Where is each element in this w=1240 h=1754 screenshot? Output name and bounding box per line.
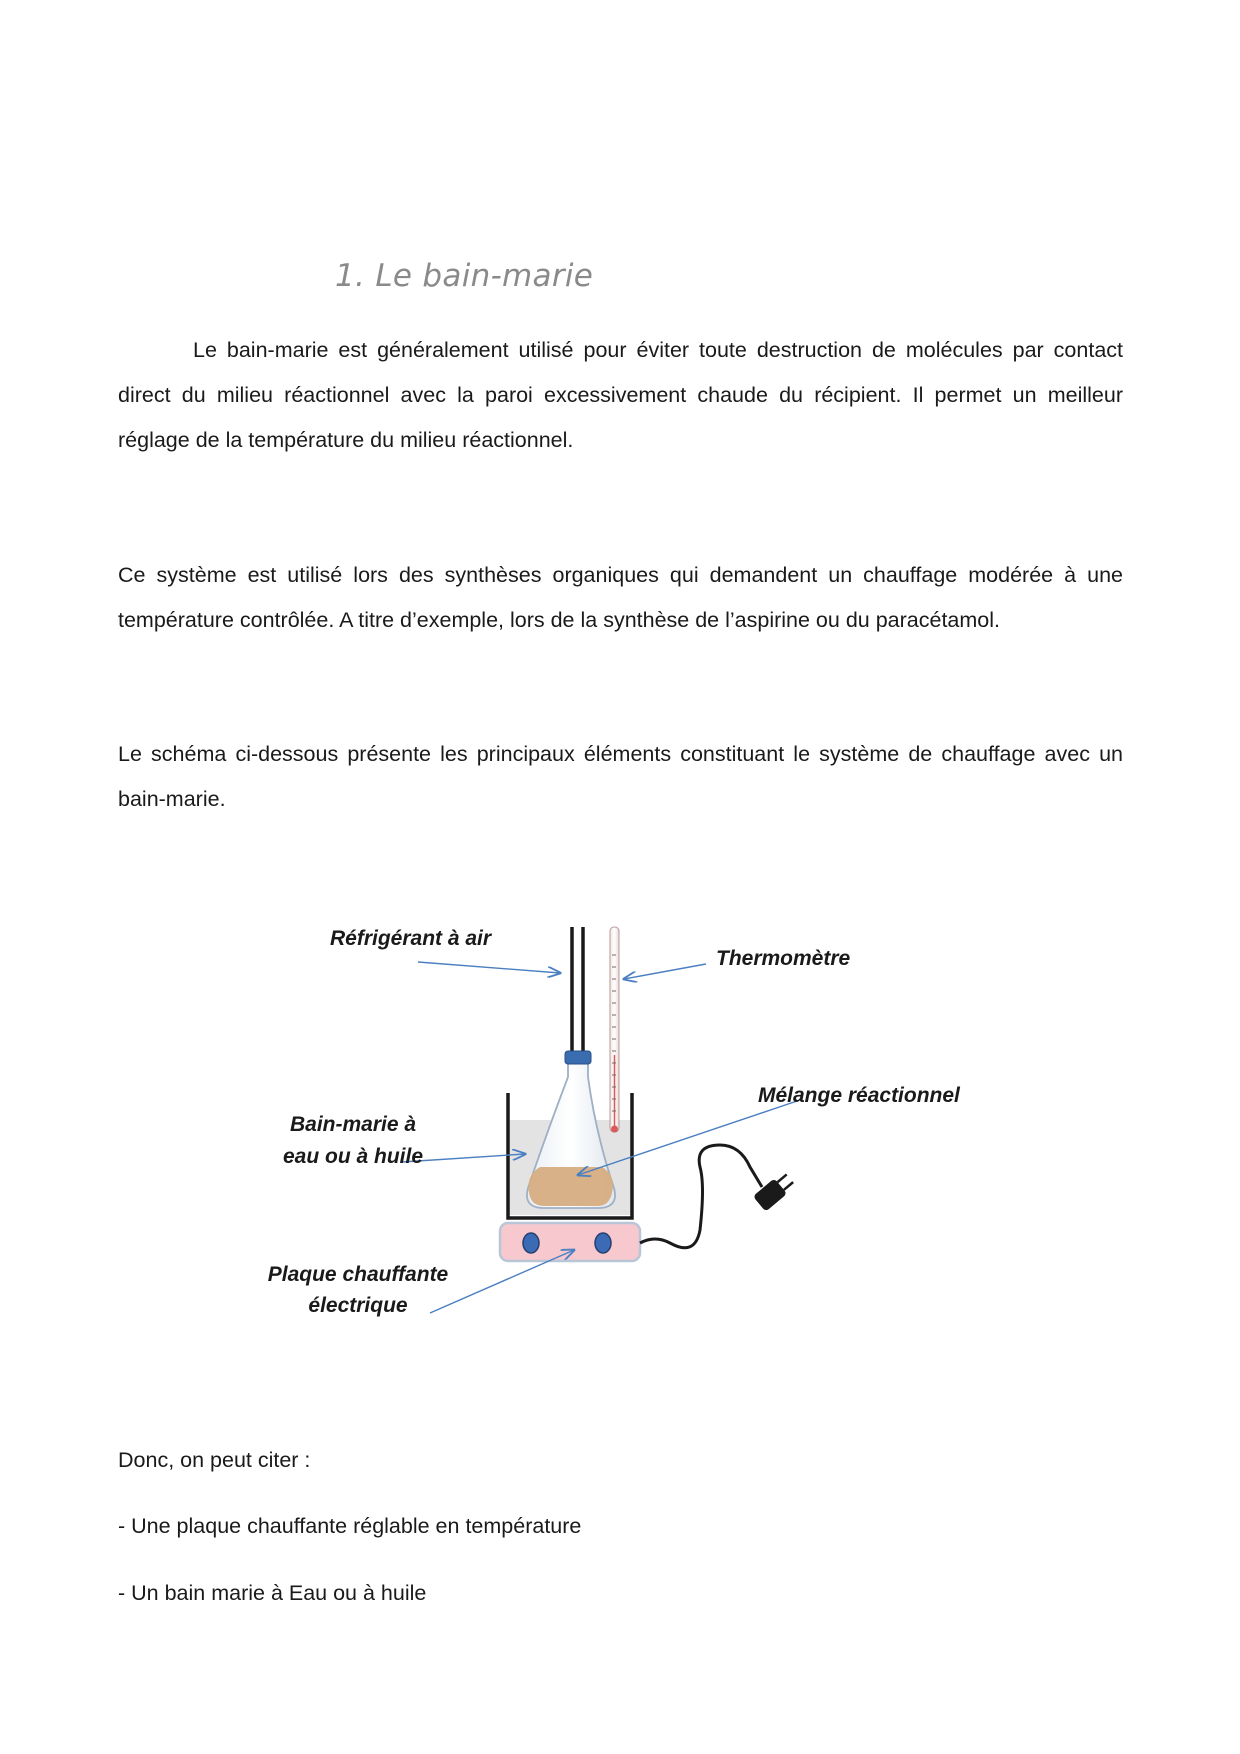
flask-cap (565, 1051, 591, 1064)
power-cable (640, 1145, 762, 1248)
thermometer-bulb (611, 1126, 618, 1133)
bain-marie-diagram (250, 905, 1010, 1345)
plate-knob-left (523, 1233, 539, 1253)
label-melange: Mélange réactionnel (758, 1084, 960, 1107)
label-refrigerant: Réfrigérant à air (330, 927, 492, 950)
paragraph-usage: Ce système est utilisé lors des synthèses organiques qui demandent un chauffage modérée à une température contrôlée. A titre d’exemple, lors de la synthèse de l’aspirine ou du paracétamol. (118, 563, 1123, 632)
conclusion-intro: Donc, on peut citer : (118, 1448, 311, 1472)
heating-plate (500, 1223, 640, 1261)
label-thermometre: Thermomètre (716, 947, 851, 970)
arrow-refrigerant (418, 962, 560, 973)
list-item: - Un bain marie à Eau ou à huile (118, 1581, 427, 1605)
power-plug (753, 1171, 796, 1212)
reaction-mixture (528, 1167, 612, 1206)
paragraph-intro: Le bain-marie est généralement utilisé pour éviter toute destruction de molécules par contact direct du milieu réactionnel avec la paroi excessivement chaude du récipient. Il permet un meilleur réglage de la température du milieu réactionnel. (118, 338, 1123, 452)
label-bain-line2: eau ou à huile (282, 1145, 424, 1168)
paragraph-schema-intro: Le schéma ci-dessous présente les principaux éléments constituant le système de chauffage avec un bain-marie. (118, 742, 1123, 811)
arrow-thermometre (624, 964, 706, 979)
list-item: - Une plaque chauffante réglable en température (118, 1514, 582, 1538)
label-bain-line1: Bain-marie à (289, 1113, 417, 1136)
label-plaque-line2: électrique (308, 1294, 408, 1317)
plate-knob-right (595, 1233, 611, 1253)
label-plaque-line1: Plaque chauffante (267, 1263, 449, 1286)
section-title: 1. Le bain-marie (335, 258, 594, 294)
